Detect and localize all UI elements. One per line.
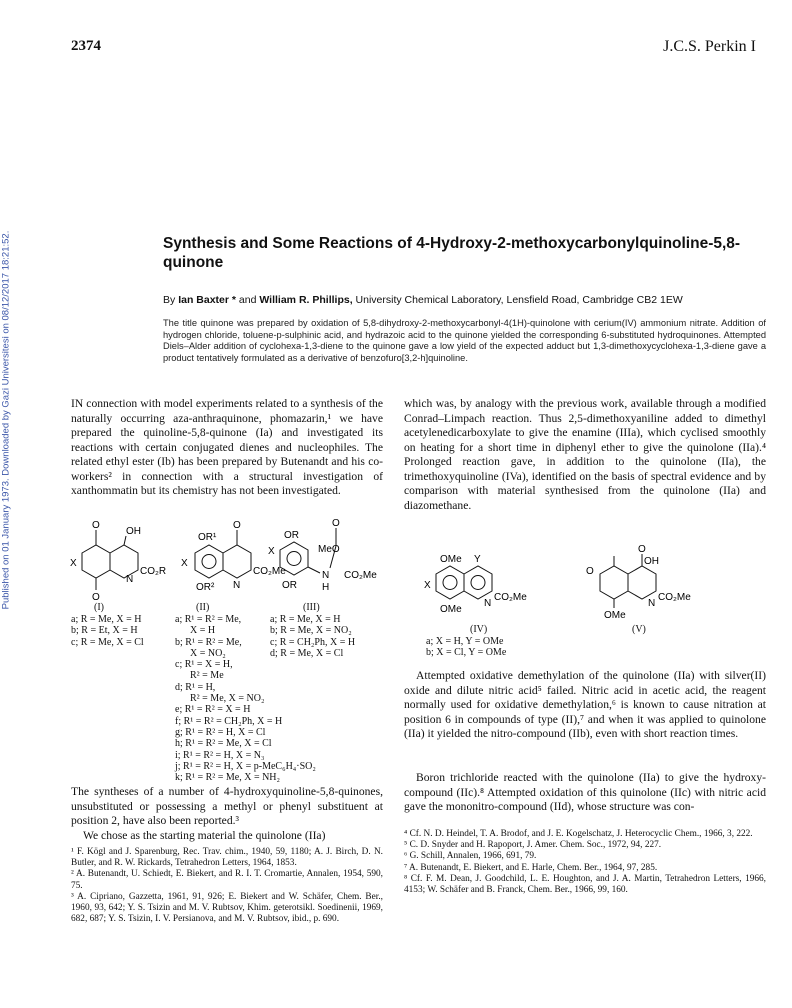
footnotes-left [71, 847, 383, 925]
label-IV: (IV) [470, 624, 488, 635]
atom-O: O [586, 566, 594, 577]
download-notice-text: Published on 01 January 1973. Downloaded by Gazi Universitesi on 08/12/2017 18:21:52. [0, 230, 12, 610]
boron-paragraph: Boron trichloride reacted with the quinolone (IIa) to give the hydroxy-compound (IIc).⁸ Attempted oxidation of this quinolone (IIc) with nitric acid gave the mononitro-compound (IId), whose structure was con- [404, 771, 766, 813]
footnote-2: ² A. Butenandt, U. Schiedt, E. Biekert, and R. I. T. Cromartie, Annalen, 1954, 590, 75. [71, 869, 383, 891]
journal-name: J.C.S. Perkin I [663, 38, 756, 55]
atom-OMe: OMe [440, 604, 462, 615]
atom-OR: OR [282, 580, 297, 591]
atom-X: X [268, 546, 275, 557]
variants-I: a; R = Me, X = H b; R = Et, X = H c; R = Me, X = Cl [71, 614, 144, 648]
structures-IV-V [404, 544, 766, 624]
atom-N: N [484, 598, 492, 609]
atom-X: X [70, 558, 77, 569]
footnotes-right [404, 829, 766, 896]
atom-OMe: OMe [604, 610, 626, 621]
atom-CO2Me: CO₂Me [494, 592, 527, 603]
atom-OR: OR [284, 530, 299, 541]
atom-O: O [92, 520, 100, 531]
atom-N: N [322, 570, 330, 581]
atom-O: O [332, 518, 340, 529]
by-word: By [163, 294, 176, 306]
demethylation-paragraph: Attempted oxidative demethylation of the quinolone (IIa) with silver(II) oxide and dilute nitric acid⁵ failed. Nitric acid in acetic acid, the reagent normally used for oxidative demethylation,⁶ is known to cause nitration at position 6 in compounds of type (II),⁷ and when it was applied to quinolone (IIa) it yielded the nitro-compound (IIb), even with short reaction times. [404, 669, 766, 740]
atom-MeO: MeO [318, 544, 340, 555]
author-line [163, 294, 783, 306]
label-III: (III) [303, 602, 320, 613]
atom-X: X [424, 580, 431, 591]
atom-N: N [233, 580, 241, 591]
variants-III: a; R = Me, X = H b; R = Me, X = NO₂ c; R = CH₂Ph, X = H d; R = Me, X = Cl [270, 614, 356, 659]
atom-O: O [233, 520, 241, 531]
author-2[interactable]: William R. Phillips, [259, 294, 353, 306]
atom-OH: OH [126, 526, 141, 537]
author-1[interactable]: Ian Baxter [178, 294, 229, 306]
atom-CO2Me: CO₂Me [344, 570, 377, 581]
variants-IV: a; X = H, Y = OMe b; X = Cl, Y = OMe [426, 636, 507, 659]
intro-paragraph: IN connection with model experiments related to a synthesis of the naturally occurring aza-anthraquinone, phomazarin,¹ we have prepared the quinoline-5,8-quinone (Ia) and investigated its reactions with certain conjugated dienes and nucleophiles. The related ethyl ester (Ib) has been prepared by Butenandt and his co-workers² in connection with a structural investigation of xanthommatin but its chemistry has not been investigated. [71, 397, 383, 497]
page-number: 2374 [71, 38, 101, 54]
affiliation: University Chemical Laboratory, Lensfield Road, Cambridge CB2 1EW [355, 294, 683, 306]
atom-X: X [181, 558, 188, 569]
atom-O: O [92, 592, 100, 602]
atom-O: O [638, 544, 646, 555]
atom-CO2R: CO₂R [140, 566, 167, 577]
atom-OR2: OR² [196, 582, 215, 593]
structures-I-II-III [68, 518, 388, 602]
label-I: (I) [94, 602, 104, 613]
atom-H: H [322, 582, 330, 593]
variants-II: a; R¹ = R² = Me, X = H b; R¹ = R² = Me, X = NO₂ c; R¹ = X = H, R² = Me d; R¹ = H, R² = Me, X = NO₂ e; R¹ = R² = X = H f; R¹ = R² = CH₂Ph, X = H g; R¹ = R² = H, X = Cl h; R¹ = R² = Me, X = Cl i; R¹ = R² = H, X = N₃ j; R¹ = R² = H, X = p-MeC₆H₄·SO₂ k; R¹ = R² = Me, X = NH₂ [175, 614, 316, 784]
atom-OMe: OMe [440, 554, 462, 565]
and-word: and [238, 294, 257, 306]
label-V: (V) [632, 624, 646, 635]
label-II: (II) [196, 602, 210, 613]
atom-OH: OH [644, 556, 659, 567]
footnote-7: ⁷ A. Butenandt, E. Biekert, and E. Harle, Chem. Ber., 1964, 97, 285. [404, 862, 658, 873]
download-notice[interactable] [0, 200, 14, 640]
abstract: The title quinone was prepared by oxidation of 5,8-dihydroxy-2-methoxycarbonyl-4(1H)-quinolone with cerium(IV) ammonium nitrate. Addition of hydrogen chloride, toluene-p-sulphinic acid, and hydrazoic acid to the quinone yielded the corresponding 6-substituted hydroquinones. Attempted Diels–Alder addition of cyclohexa-1,3-diene to the quinone gave a low yield of the expected adduct but 1,3-dimethoxycyclohexa-1,3-diene gave a product tentatively formulated as a derivative of benzofuro[3,2-h]quinoline. [163, 318, 766, 363]
corresponding-mark: * [231, 294, 236, 306]
footnote-1: ¹ F. Kögl and J. Sparenburg, Rec. Trav. chim., 1940, 59, 1180; A. J. Birch, D. N. Butler, and R. W. Rickards, Tetrahedron Letters, 1964, 1853. [71, 847, 383, 869]
atom-N: N [648, 598, 656, 609]
footnote-3: ³ A. Cipriano, Gazzetta, 1961, 91, 926; E. Biekert and W. Schäfer, Chem. Ber., 1960, 93, 642; Y. S. Tsizin and M. V. Rubtsov, Khim. geterotsikl. Soedinenii, 1969, 682, 687; Y. S. Tsizin, I. V. Persianova, and M. V. Rubtsov, ibid., p. 690. [71, 891, 383, 925]
footnote-4: ⁴ Cf. N. D. Heindel, T. A. Brodof, and J. E. Kogelschatz, J. Heterocyclic Chem., 1966, 3, 222. [404, 829, 753, 839]
atom-N: N [126, 574, 134, 585]
atom-Y: Y [474, 554, 481, 565]
starting-material-paragraph: We chose as the starting material the quinolone (IIa) [83, 829, 326, 842]
atom-OR1: OR¹ [198, 532, 217, 543]
synthesis-paragraph: which was, by analogy with the previous work, available through a modified Conrad–Limpach reaction. Thus 2,5-dimethoxyaniline added to dimethyl acetylenedicarboxylate to give the enamine (IIIa), which cyclised smoothly on heating for a short time in diphenyl ether to give the quinolone (IIa).⁴ Prolonged reaction gave, in addition to the quinolone (IIa), the trimethoxyquinoline (IVa), identified on the basis of spectral evidence and by comparison with material synthesised from the quinolone (IIa) and diazomethane. [404, 397, 766, 512]
footnote-8: ⁸ Cf. F. M. Dean, J. Goodchild, L. E. Houghton, and J. A. Martin, Tetrahedron Letters, 1966, 4153; W. Schäfer and B. Franck, Chem. Ber., 1966, 99, 160. [404, 873, 766, 896]
atom-CO2Me: CO₂Me [253, 566, 286, 577]
footnote-6: ⁶ G. Schill, Annalen, 1966, 691, 79. [404, 851, 537, 862]
article-title: Synthesis and Some Reactions of 4-Hydroxy-2-methoxycarbonylquinoline-5,8-quinone [163, 235, 741, 271]
atom-CO2Me: CO₂Me [658, 592, 691, 603]
syntheses-paragraph: The syntheses of a number of 4-hydroxyquinoline-5,8-quinones, unsubstituted or possessing a methyl or phenyl substituent at position 2, have also been reported.³ [71, 785, 383, 827]
footnote-5: ⁵ C. D. Snyder and H. Rapoport, J. Amer. Chem. Soc., 1972, 94, 227. [404, 840, 662, 851]
